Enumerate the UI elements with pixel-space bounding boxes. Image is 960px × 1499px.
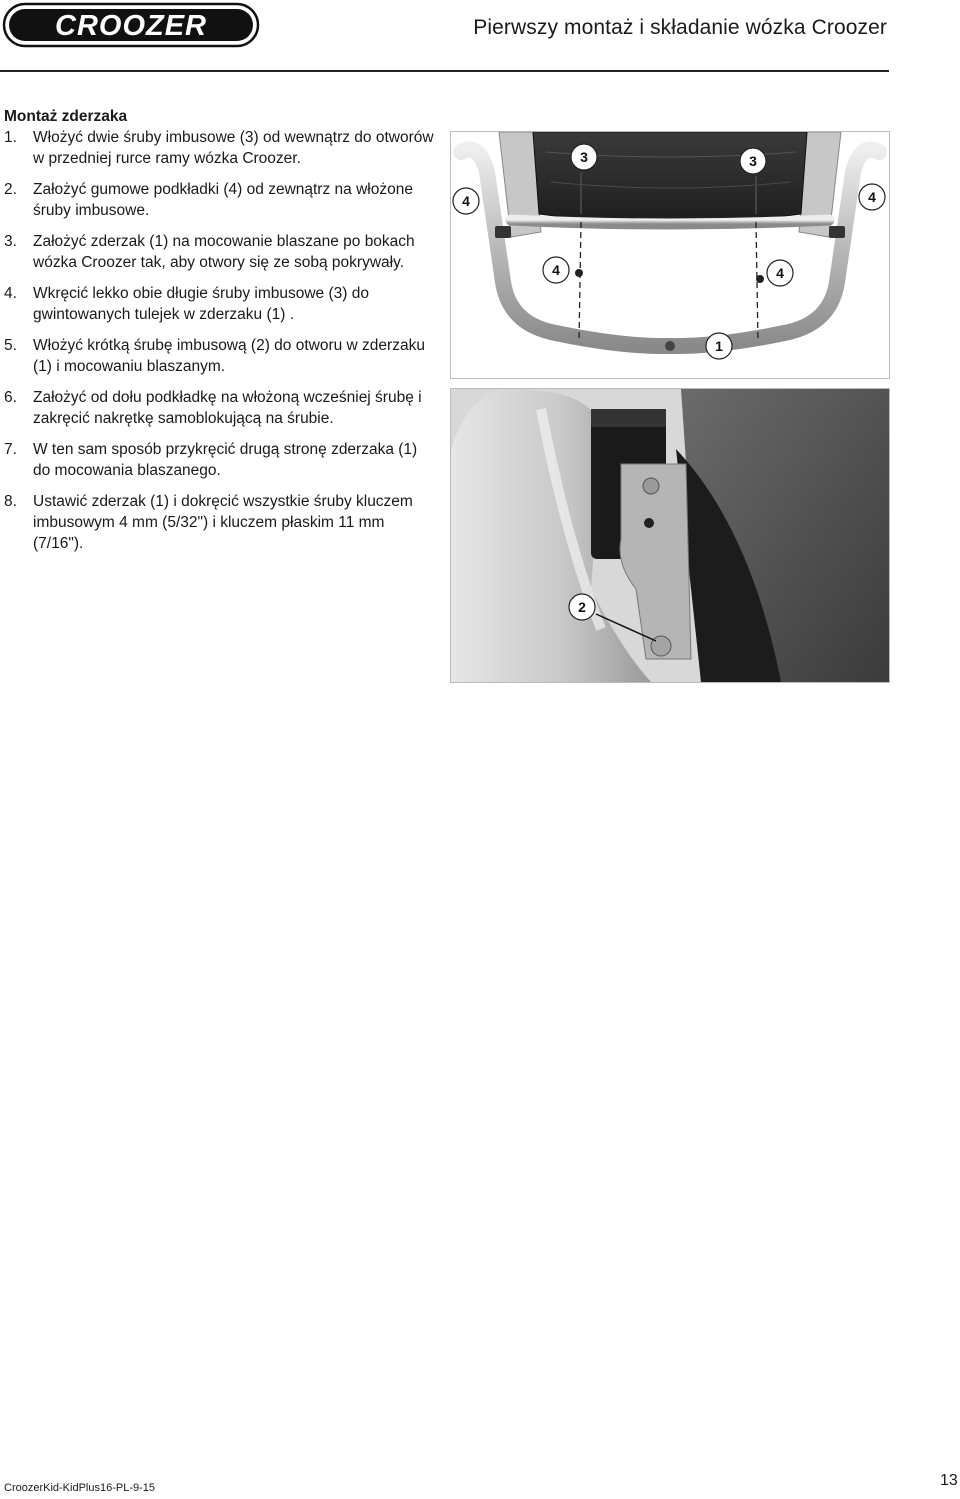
step-text: Włożyć krótką śrubę imbusową (2) do otworu w zderzaku (1) i mocowaniu blaszanym. xyxy=(33,337,425,375)
svg-text:4: 4 xyxy=(776,265,784,281)
svg-text:3: 3 xyxy=(749,153,757,169)
step-number: 7. xyxy=(4,441,17,458)
callout-4-lower-left xyxy=(543,257,569,283)
step-item xyxy=(4,127,434,169)
step-text: W ten sam sposób przykręcić drugą stronę zderzaka (1) do mocowania blaszanego. xyxy=(33,441,418,479)
step-text: Wkręcić lekko obie długie śruby imbusowe (3) do gwintowanych tulejek w zderzaku (1) . xyxy=(33,285,369,323)
step-number: 2. xyxy=(4,181,17,198)
callout-2 xyxy=(569,594,595,620)
instructions xyxy=(4,107,434,564)
step-number: 8. xyxy=(4,493,17,510)
bumper-overview-figure xyxy=(450,131,890,379)
document-id: CroozerKid-KidPlus16-PL-9-15 xyxy=(4,1482,156,1494)
step-text: Założyć zderzak (1) na mocowanie blaszane po bokach wózka Croozer tak, aby otwory się ze sobą pokrywały. xyxy=(33,233,415,271)
callout-4-lower-right xyxy=(767,260,793,286)
svg-text:3: 3 xyxy=(580,149,588,165)
svg-text:1: 1 xyxy=(715,338,723,354)
page-title: Pierwszy montaż i składanie wózka Croozer xyxy=(473,16,887,39)
step-number: 6. xyxy=(4,389,17,406)
callout-3-left xyxy=(571,144,597,170)
bumper-overview-illustration xyxy=(451,132,889,378)
callout-1 xyxy=(706,333,732,359)
header-divider xyxy=(0,70,889,72)
step-item xyxy=(4,231,434,273)
svg-text:2: 2 xyxy=(578,599,586,615)
step-number: 1. xyxy=(4,129,17,146)
bolt-closeup-illustration xyxy=(451,389,889,682)
step-text: Założyć gumowe podkładki (4) od zewnątrz na włożone śruby imbusowe. xyxy=(33,181,413,219)
step-item xyxy=(4,387,434,429)
step-text: Założyć od dołu podkładkę na włożoną wcześniej śrubę i zakręcić nakrętkę samoblokującą na śrubie. xyxy=(33,389,422,427)
section-heading: Montaż zderzaka xyxy=(4,108,128,125)
brand-wordmark: CROOZER xyxy=(55,10,207,42)
step-number: 4. xyxy=(4,285,17,302)
step-text: Włożyć dwie śruby imbusowe (3) od wewnątrz do otworów w przedniej rurce ramy wózka Croozer. xyxy=(33,129,434,167)
step-item xyxy=(4,439,434,481)
bolt-closeup-figure xyxy=(450,388,890,683)
step-item xyxy=(4,283,434,325)
step-text: Ustawić zderzak (1) i dokręcić wszystkie śruby kluczem imbusowym 4 mm (5/32") i kluczem płaskim 11 mm (7/16"). xyxy=(33,493,413,552)
steps-list xyxy=(4,127,434,554)
svg-text:4: 4 xyxy=(552,262,560,278)
callout-4-upper-right xyxy=(859,184,885,210)
croozer-logo xyxy=(2,2,260,48)
step-item xyxy=(4,179,434,221)
svg-text:4: 4 xyxy=(868,189,876,205)
callout-3-right xyxy=(740,148,766,174)
step-item xyxy=(4,491,434,554)
page-number: 13 xyxy=(940,1472,958,1489)
svg-text:4: 4 xyxy=(462,193,470,209)
step-number: 3. xyxy=(4,233,17,250)
step-item xyxy=(4,335,434,377)
step-number: 5. xyxy=(4,337,17,354)
callout-4-upper-left xyxy=(453,188,479,214)
